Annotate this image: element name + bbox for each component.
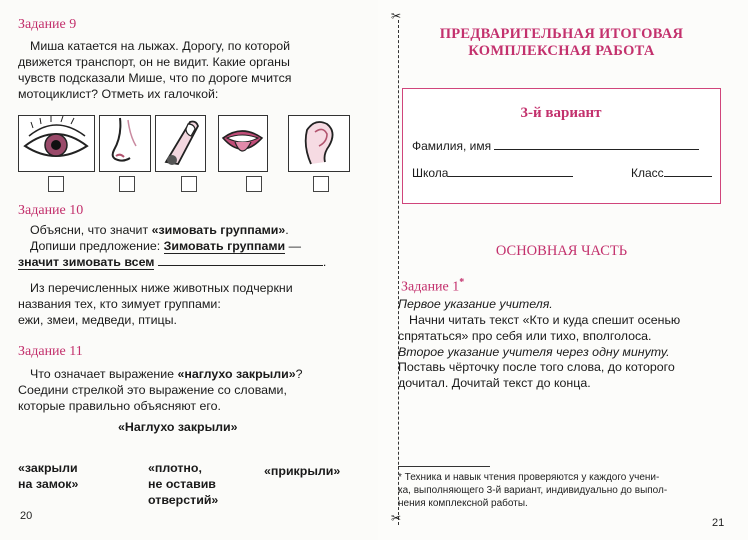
test-heading-line-1: ПРЕДВАРИТЕЛЬНАЯ ИТОГОВАЯ — [439, 26, 684, 42]
eye-checkbox[interactable] — [48, 176, 64, 192]
surname-field[interactable] — [494, 138, 699, 150]
task10-title: Задание 10 — [18, 203, 84, 218]
class-row — [631, 165, 712, 181]
eye-picture — [18, 115, 95, 172]
nose-picture — [99, 115, 151, 172]
task11-option-2-line-1: «плотно, — [148, 461, 202, 475]
task11-line-2: Соедини стрелкой это выражение со словами, — [18, 383, 287, 397]
footnote — [398, 471, 667, 510]
task1-text-4: дочитал. Дочитай текст до конца. — [398, 376, 591, 390]
task10-line-2 — [30, 238, 301, 254]
task1-first-instruction: Первое указание учителя. — [398, 297, 553, 311]
task1-title-text: Задание 1 — [401, 279, 460, 295]
mouth-icon — [219, 116, 266, 170]
task11-expression[interactable]: «Наглухо закрыли» — [118, 420, 238, 434]
task9-line-1: Миша катается на лыжах. Дорогу, по которой — [30, 39, 291, 53]
task10-phrase: «зимовать группами» — [151, 223, 286, 237]
task10-line-2-bold: Зимовать группами — [163, 239, 286, 253]
task9-line-3: чувств подсказали Мише, что по дороге мчится — [18, 71, 292, 85]
task1-text-3: Поставь чёрточку после того слова, до которого — [398, 360, 675, 374]
footnote-line-1: * Техника и навык чтения проверяются у каждого учени- — [398, 472, 660, 483]
student-info-box — [402, 88, 721, 204]
task11-line-1-end: ? — [295, 367, 303, 381]
footnote-divider — [398, 466, 490, 467]
task11-line-1 — [30, 366, 303, 382]
class-field[interactable] — [664, 165, 712, 177]
task11-option-1[interactable] — [18, 460, 78, 492]
right-page — [378, 0, 748, 540]
ear-picture — [288, 115, 350, 172]
ear-checkbox[interactable] — [313, 176, 329, 192]
test-heading-line-2: КОМПЛЕКСНАЯ РАБОТА — [468, 43, 655, 59]
task10-line-1 — [30, 222, 289, 238]
class-label: Класс — [631, 166, 664, 180]
task1-title — [401, 277, 464, 296]
task10-line-3-bold: значит зимовать всем — [18, 255, 155, 269]
page-number-right: 21 — [712, 517, 725, 529]
nose-icon — [100, 116, 149, 170]
scissors-icon-bottom: ✂ — [391, 511, 402, 525]
eye-icon — [19, 116, 93, 170]
finger-checkbox[interactable] — [181, 176, 197, 192]
finger-icon — [156, 116, 204, 170]
task9-title: Задание 9 — [18, 17, 77, 32]
task10-line-1-end: . — [285, 223, 289, 237]
task9-line-4: мотоциклист? Отметь их галочкой: — [18, 87, 219, 101]
school-field[interactable] — [448, 165, 573, 177]
school-label: Школа — [412, 166, 449, 180]
task10-line-2-text: Допиши предложение: — [30, 239, 164, 253]
task11-option-1-line-2: на замок» — [18, 477, 79, 491]
ear-icon — [289, 116, 348, 170]
footnote-line-3: нения комплексной работы. — [398, 498, 528, 509]
task10-animals[interactable]: ежи, змеи, медведи, птицы. — [18, 313, 177, 327]
surname-label: Фамилия, имя — [412, 139, 492, 153]
task11-option-2[interactable] — [148, 460, 218, 508]
page-number-left: 20 — [20, 510, 33, 522]
footnote-line-2: ка, выполняющего 3-й вариант, индивидуально до выпол- — [398, 485, 668, 496]
task10-para-2: названия тех, кто зимует группами: — [18, 297, 221, 311]
task11-line-1-text: Что означает выражение — [30, 367, 178, 381]
task11-title: Задание 11 — [18, 344, 83, 359]
scissors-icon-top: ✂ — [391, 9, 402, 23]
task1-text-2: спрятаться» про себя или тихо, вполголоса. — [398, 329, 652, 343]
task1-footnote-star: * — [459, 277, 465, 288]
cut-line — [398, 20, 399, 525]
nose-checkbox[interactable] — [119, 176, 135, 192]
finger-picture — [155, 115, 206, 172]
task10-line-2-dash: — — [285, 239, 302, 253]
mouth-picture — [218, 115, 268, 172]
task10-answer-line[interactable] — [158, 254, 323, 266]
surname-row — [412, 138, 699, 154]
mouth-checkbox[interactable] — [246, 176, 262, 192]
task11-option-2-line-2: не оставив — [148, 477, 216, 491]
task1-text-1: Начни читать текст «Кто и куда спешит осенью — [409, 313, 681, 327]
task1-second-instruction: Второе указание учителя через одну минуту. — [398, 345, 670, 359]
task10-line-3: значит зимовать всем . — [18, 255, 327, 269]
task10-para-1: Из перечисленных ниже животных подчеркни — [30, 281, 293, 295]
task11-line-3: которые правильно объясняют его. — [18, 399, 221, 413]
variant-label: 3-й вариант — [520, 105, 602, 121]
task11-phrase: «наглухо закрыли» — [177, 367, 296, 381]
task10-line-1-text: Объясни, что значит — [30, 223, 152, 237]
task9-line-2: движется транспорт, он не видит. Какие органы — [18, 55, 290, 69]
task11-option-2-line-3: отверстий» — [148, 493, 219, 507]
main-section-title: ОСНОВНАЯ ЧАСТЬ — [495, 243, 628, 259]
task11-option-3[interactable]: «прикрыли» — [264, 464, 341, 478]
school-row — [412, 165, 573, 181]
task11-option-1-line-1: «закрыли — [18, 461, 78, 475]
test-heading — [402, 26, 721, 60]
